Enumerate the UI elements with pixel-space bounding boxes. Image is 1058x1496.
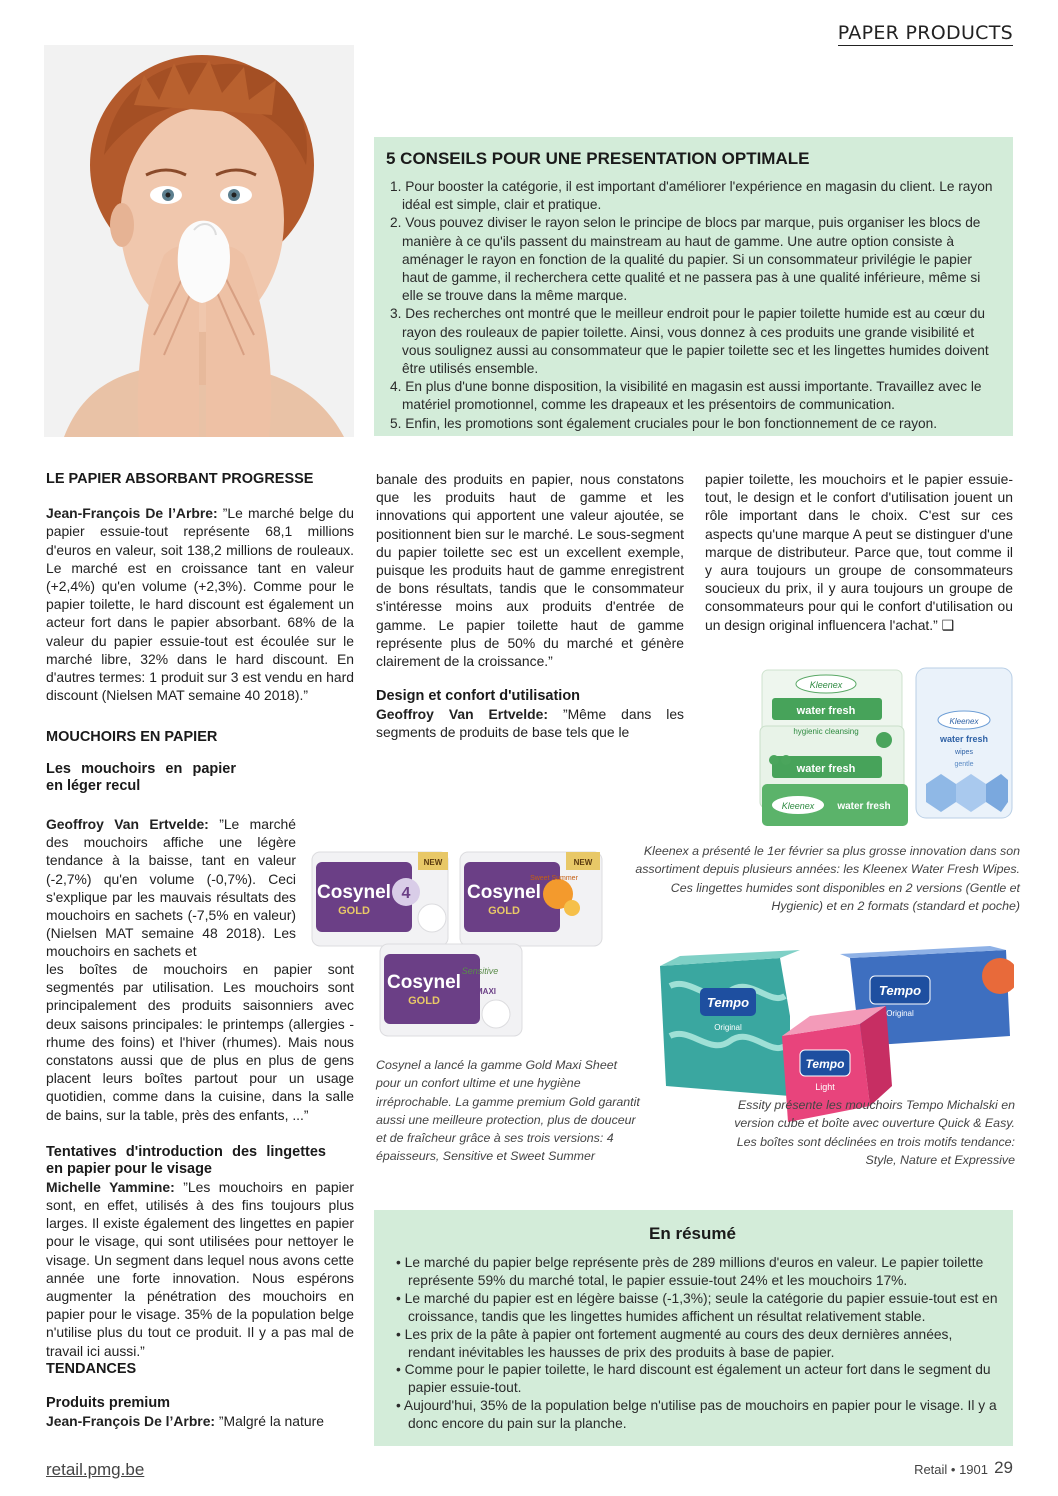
paragraph <box>46 815 296 961</box>
paragraph <box>46 1178 354 1360</box>
tip-item: 4. En plus d'une bonne disposition, la visibilité en magasin est aussi importante. Travaillez avec le matériel promotionnel, comme les drapeaux et les présentoirs de communication. <box>390 379 982 413</box>
product-label: Cosynel <box>467 882 541 903</box>
paragraph <box>705 470 1013 634</box>
tip-item: 5. Enfin, les promotions sont également cruciales pour le bon fonctionnement de ce rayon. <box>390 415 938 431</box>
section-heading: LE PAPIER ABSORBANT PROGRESSE <box>46 471 314 487</box>
summary-title: En résumé <box>649 1224 736 1243</box>
product-label: Kleenex <box>809 680 843 690</box>
kleenex-caption: Kleenex a présenté le 1er février sa plus grosse innovation dans son assortiment depuis plusieurs années: les Kleenex Water Fresh Wipes. Ces lingettes humides sont disponibles en 2 versions (Gentle et Hygienic) et en 2 formats (standard et poche) <box>635 844 1020 913</box>
tips-title: 5 CONSEILS POUR UNE PRESENTATION OPTIMALE <box>386 149 810 168</box>
speaker-name: Geoffroy Van Ertvelde: <box>46 816 209 832</box>
product-label: water fresh <box>796 763 856 775</box>
paragraph-text: ”Les mouchoirs en papier sont, en effet, utilisés à des fins toujours plus larges. Il existe également des lingettes en papier pour le visage, qui sont utilisées pour nettoyer le visage. Un segment dans lequel nous avons cette année une forte innovation. Nous espérons augmenter la pénétration des mouchoirs en papier pour le visage. 35% de la population belge n'utilise plus du tout ce produit. Il y a pas mal de travail ici aussi.” <box>46 1178 354 1359</box>
summary-item: • Le marché du papier belge représente près de 289 millions d'euros en valeur. Le papier toilette représente 59% du marché total, le papier essuie-tout 24% et les mouchoirs 17%. <box>396 1255 984 1288</box>
product-label: GOLD <box>338 905 370 917</box>
summary-item: • Aujourd'hui, 35% de la population belge n'utilise pas de mouchoirs en papier pour le visage. Il y a donc encore du pain sur la planche. <box>396 1398 997 1432</box>
tip-item: 3. Des recherches ont montré que le meilleur endroit pour le papier toilette humide est au cœur du rayon des rouleaux de papier toilette. Ainsi, vous donnez à ces produits une grande visibilité et vous soulignez aussi au consommateur que le papier toilette sec et les lingettes humides doivent être utilisés ensemble. <box>390 306 989 377</box>
product-label: Sweet Summer <box>530 875 578 882</box>
sub-heading: Les mouchoirs en papier en léger recul <box>46 760 236 794</box>
product-label: NEW <box>423 858 443 867</box>
product-label: water fresh <box>939 734 989 744</box>
sub-heading: Design et confort d'utilisation <box>376 688 581 705</box>
paragraph-text: papier toilette, les mouchoirs et le papier essuie-tout, le design et le confort d'utilisation jouent un rôle important dans le choix. C'est sur ces aspects qu'une marque A peut se distinguer d'une marque de distributeur. Parce que, tout comme il y aura toujours un groupe de consommateurs soucieux du prix, il y aura toujours un groupe de consommateurs pour qui le confort d'utilisation ou un design original influencera l'achat.” <box>705 471 1013 633</box>
product-label: Kleenex <box>781 801 815 811</box>
tips-list <box>386 178 1001 433</box>
article-column-3 <box>705 470 1013 634</box>
paragraph-text: banale des produits en papier, nous constatons que les produits haut de gamme et les innovations qui apportent une valeur ajoutée, se positionnent bien sur le marché. Le sous-segment du papier toilette sec est un excellent exemple, puisque les produits haut de gamme enregistrent de bons résultats, tandis que le consommateur s'intéresse moins aux produits d'entrée de gamme. Le papier toilette haut de gamme représente plus de 50% du marché et génère clairement de la croissance.” <box>376 471 684 670</box>
product-label: GOLD <box>488 905 520 917</box>
product-label: NEW <box>573 858 593 867</box>
summary-item: • Le marché du papier est en légère baisse (-1,3%); seule la catégorie du papier essuie-tout est en croissance, tandis que les lingettes humides affichent un résultat relativement stable. <box>396 1290 998 1324</box>
cosynel-product-image <box>310 848 606 1038</box>
summary-item: • Les prix de la pâte à papier ont fortement augmenté au cours des deux dernières années, rendant inévitables les hausses de prix des produits à base de papier. <box>396 1326 953 1360</box>
product-label: Sensitive <box>461 966 499 976</box>
page-number: 29 <box>994 1458 1013 1477</box>
speaker-name: Michelle Yammine: <box>46 1178 175 1195</box>
section-label: PAPER PRODUCTS <box>837 22 1013 44</box>
product-label: Tempo <box>706 995 750 1010</box>
section-heading: MOUCHOIRS EN PAPIER <box>46 729 218 746</box>
product-label: Light <box>815 1082 835 1092</box>
kleenex-product-image <box>756 664 1018 830</box>
end-mark-icon: ❑ <box>941 616 955 633</box>
cosynel-caption: Cosynel a lancé la gamme Gold Maxi Sheet pour un confort ultime et une hygiène irréprochable. La gamme premium Gold garantit aussi une meilleure protection, plus de douceur et de fraîcheur grâce à ses trois versions: 4 épaisseurs, Sensitive et Sweet Summer <box>376 1058 640 1164</box>
tip-item: 2. Vous pouvez diviser le rayon selon le principe de blocs par marque, puis organiser les blocs de manière à ce qu'ils passent du mainstream au haut de gamme. Une autre option consiste à aménager le rayon en fonction de la qualité du papier. Si un consommateur privilégie le papier haut de gamme, il recherchera cette qualité et ne passera pas à une qualité inférieure, même si elle se trouve dans la même marque. <box>390 215 981 304</box>
tip-item: 1. Pour booster la catégorie, il est important d'améliorer l'expérience en magasin du client. Le rayon idéal est simple, clair et pratique. <box>390 179 993 213</box>
tempo-caption: Essity présente les mouchoirs Tempo Michalski en version cube et boîte avec ouverture Quick & Easy. Les boîtes sont déclinées en trois motifs tendance: Style, Nature et Expressive <box>734 1098 1015 1167</box>
article-column-1 <box>46 470 354 795</box>
woman-tissue-photo <box>44 45 354 437</box>
summary-box <box>374 1210 1013 1446</box>
product-label: Tempo <box>878 983 922 998</box>
product-label: Original <box>886 1009 914 1018</box>
tips-box <box>374 137 1013 436</box>
speaker-name: Geoffroy Van Ertvelde: <box>376 706 548 723</box>
speaker-name: Jean-François De l’Arbre: <box>46 1413 216 1430</box>
product-label: Cosynel <box>317 882 391 903</box>
article-column-2 <box>376 470 684 742</box>
product-label: GOLD <box>408 995 440 1007</box>
product-label: MAXI <box>476 987 496 996</box>
product-label: Tempo <box>805 1057 845 1071</box>
product-label: water fresh <box>837 801 891 812</box>
article-column-1-narrow <box>46 815 296 961</box>
sub-heading: Tentatives d'introduction des lingettes en papier pour le visage <box>46 1143 326 1177</box>
product-label: Kleenex <box>949 717 979 726</box>
footer-issue: Retail • 1901 <box>914 1462 988 1477</box>
paragraph-text: ”Le marché des mouchoirs affiche une légère tendance à la baisse, tant en valeur (-2,7%) qu'en volume (-0,7%). Ceci s'explique par les mauvais résultats des mouchoirs en sachets (-7,5% en valeur) (Nielsen MAT semaine 48 2018). Les mouchoirs en sachets et <box>46 816 296 960</box>
section-heading: TENDANCES <box>46 1360 137 1377</box>
product-label: gentle <box>954 761 974 768</box>
paragraph-text: les boîtes de mouchoirs en papier sont segmentés par utilisation. Les mouchoirs sont principalement des produits saisonniers avec deux saisons principales: le printemps (allergies - rhume des foins) et l'hiver (rhumes). Mais nous constatons aussi que de plus en plus de gens placent leurs boîtes partout pour un usage quotidien, comme dans la cuisine, dans la salle de bains, sur la table, près des enfants, ...” <box>46 961 354 1123</box>
paragraph <box>46 1412 354 1430</box>
footer-site-link[interactable]: retail.pmg.be <box>46 1460 145 1479</box>
product-label: water fresh <box>796 705 856 717</box>
paragraph-text: ”Le marché belge du papier essuie-tout représente 68,1 millions d'euros en valeur, soit 138,2 millions de rouleaux. Le marché est en croissance tant en valeur (+2,4%) qu'en volume (+2,3%). Comme pour le papier toilette, le hard discount est également un acteur fort dans le papier absorbant. 68% de la valeur du papier essuie-tout est écoulée sur le marché libre, 32% dans le hard discount. En d'autres termes: 1 produit sur 3 est vendu en hard discount (Nielsen MAT semaine 40 2018).” <box>46 505 354 704</box>
product-label: hygienic cleansing <box>793 727 859 736</box>
sub-heading: Produits premium <box>46 1395 171 1412</box>
product-label: wipes <box>955 749 973 756</box>
paragraph-text: ”Même dans les segments de produits de base tels que le <box>376 706 684 741</box>
summary-list <box>386 1254 999 1433</box>
product-label: Original <box>714 1023 742 1032</box>
speaker-name: Jean-François De l’Arbre: <box>46 505 218 522</box>
paragraph-text: ”Malgré la nature <box>215 1413 324 1430</box>
article-column-1-continued <box>46 960 354 1430</box>
product-label: 4 <box>401 885 411 902</box>
paragraph <box>46 504 354 704</box>
product-label: Cosynel <box>387 972 461 993</box>
paragraph <box>376 705 684 741</box>
summary-item: • Comme pour le papier toilette, le hard discount est également un acteur fort dans le segment du papier essuie-tout. <box>396 1362 991 1396</box>
